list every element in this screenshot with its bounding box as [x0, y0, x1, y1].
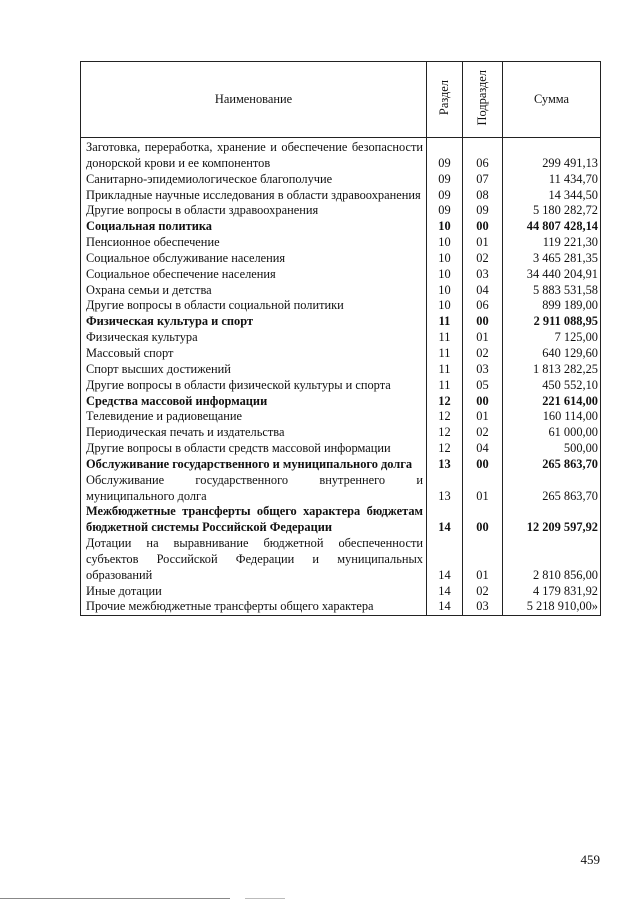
row-subsection: 06: [463, 138, 503, 172]
row-subsection: 00: [463, 457, 503, 473]
row-name: Телевидение и радиовещание: [81, 409, 427, 425]
table-row: [81, 362, 601, 378]
table-row: [81, 188, 601, 204]
row-name: Прикладные научные исследования в области здравоохранения: [81, 188, 427, 204]
table-header-row: [81, 62, 601, 138]
header-subsection: [463, 62, 503, 138]
row-sum: 265 863,70: [503, 473, 601, 505]
row-name: Охрана семьи и детства: [81, 283, 427, 299]
row-name: Санитарно-эпидемиологическое благополучие: [81, 172, 427, 188]
row-subsection: 01: [463, 330, 503, 346]
row-section: 14: [427, 584, 463, 600]
row-sum: 119 221,30: [503, 235, 601, 251]
row-sum: 160 114,00: [503, 409, 601, 425]
row-section: 09: [427, 203, 463, 219]
row-subsection: 00: [463, 314, 503, 330]
row-sum: 2 810 856,00: [503, 536, 601, 584]
row-subsection: 00: [463, 219, 503, 235]
row-subsection: 02: [463, 584, 503, 600]
row-name: Периодическая печать и издательства: [81, 425, 427, 441]
row-name: Социальная политика: [81, 219, 427, 235]
table-row: [81, 203, 601, 219]
row-name: Спорт высших достижений: [81, 362, 427, 378]
table-row: [81, 584, 601, 600]
row-subsection: 02: [463, 425, 503, 441]
header-sum: Сумма: [503, 62, 601, 138]
table-row: [81, 425, 601, 441]
row-subsection: 03: [463, 362, 503, 378]
row-name: Другие вопросы в области социальной политики: [81, 298, 427, 314]
row-section: 10: [427, 267, 463, 283]
row-section: 11: [427, 330, 463, 346]
row-sum: 4 179 831,92: [503, 584, 601, 600]
row-section: 10: [427, 251, 463, 267]
row-section: 11: [427, 346, 463, 362]
row-sum: 640 129,60: [503, 346, 601, 362]
row-name: Другие вопросы в области здравоохранения: [81, 203, 427, 219]
header-name: Наименование: [81, 62, 427, 138]
row-subsection: 01: [463, 473, 503, 505]
row-sum: 5 883 531,58: [503, 283, 601, 299]
table-row: [81, 409, 601, 425]
row-section: 14: [427, 599, 463, 615]
row-name: Социальное обеспечение населения: [81, 267, 427, 283]
row-section: 13: [427, 473, 463, 505]
table-row: [81, 457, 601, 473]
row-sum: 265 863,70: [503, 457, 601, 473]
row-section: 09: [427, 172, 463, 188]
row-name: Физическая культура и спорт: [81, 314, 427, 330]
table-row: [81, 251, 601, 267]
table-row: [81, 219, 601, 235]
row-subsection: 04: [463, 441, 503, 457]
header-subsection-label: Подраздел: [475, 69, 489, 126]
row-subsection: 08: [463, 188, 503, 204]
row-sum: 5 180 282,72: [503, 203, 601, 219]
table-row: [81, 314, 601, 330]
row-subsection: 04: [463, 283, 503, 299]
bottom-scan-line-short: [245, 898, 285, 899]
table-body: [81, 138, 601, 616]
row-name: Физическая культура: [81, 330, 427, 346]
row-sum: 12 209 597,92: [503, 504, 601, 536]
budget-table: [80, 61, 601, 616]
row-subsection: 07: [463, 172, 503, 188]
row-subsection: 02: [463, 346, 503, 362]
row-name: Обслуживание государственного внутреннего и муниципального долга: [81, 473, 427, 505]
row-name: Заготовка, переработка, хранение и обеспечение безопасности донорской крови и ее компонентов: [81, 138, 427, 172]
row-name: Пенсионное обеспечение: [81, 235, 427, 251]
row-sum: 7 125,00: [503, 330, 601, 346]
row-name: Прочие межбюджетные трансферты общего характера: [81, 599, 427, 615]
row-sum: 450 552,10: [503, 378, 601, 394]
row-subsection: 03: [463, 599, 503, 615]
row-subsection: 09: [463, 203, 503, 219]
table-row: [81, 235, 601, 251]
row-section: 10: [427, 298, 463, 314]
page-number: 459: [580, 852, 600, 867]
row-subsection: 05: [463, 378, 503, 394]
row-section: 13: [427, 457, 463, 473]
row-name: Обслуживание государственного и муниципального долга: [81, 457, 427, 473]
row-name: Массовый спорт: [81, 346, 427, 362]
row-name: Дотации на выравнивание бюджетной обеспеченности субъектов Российской Федерации и муниципальных образований: [81, 536, 427, 584]
row-sum: 61 000,00: [503, 425, 601, 441]
table-row: [81, 346, 601, 362]
row-sum: 500,00: [503, 441, 601, 457]
row-section: 14: [427, 536, 463, 584]
row-subsection: 00: [463, 394, 503, 410]
row-sum: 3 465 281,35: [503, 251, 601, 267]
row-name: Другие вопросы в области физической культуры и спорта: [81, 378, 427, 394]
row-section: 11: [427, 362, 463, 378]
table-row: [81, 473, 601, 505]
row-section: 09: [427, 188, 463, 204]
table-row: [81, 298, 601, 314]
row-section: 12: [427, 394, 463, 410]
table-row: [81, 172, 601, 188]
row-sum: 299 491,13: [503, 138, 601, 172]
row-sum: 34 440 204,91: [503, 267, 601, 283]
row-section: 10: [427, 283, 463, 299]
table-row: [81, 138, 601, 172]
table-row: [81, 394, 601, 410]
row-name: Социальное обслуживание населения: [81, 251, 427, 267]
row-section: 12: [427, 441, 463, 457]
row-sum: 14 344,50: [503, 188, 601, 204]
row-sum: 11 434,70: [503, 172, 601, 188]
row-subsection: 00: [463, 504, 503, 536]
row-section: 09: [427, 138, 463, 172]
table-row: [81, 267, 601, 283]
table-row: [81, 599, 601, 615]
row-section: 11: [427, 314, 463, 330]
row-sum: 899 189,00: [503, 298, 601, 314]
row-subsection: 02: [463, 251, 503, 267]
row-sum: 2 911 088,95: [503, 314, 601, 330]
row-subsection: 06: [463, 298, 503, 314]
row-section: 10: [427, 219, 463, 235]
row-subsection: 03: [463, 267, 503, 283]
row-sum: 221 614,00: [503, 394, 601, 410]
row-subsection: 01: [463, 409, 503, 425]
bottom-scan-line: [0, 898, 230, 899]
row-section: 10: [427, 235, 463, 251]
table-row: [81, 441, 601, 457]
row-name: Другие вопросы в области средств массовой информации: [81, 441, 427, 457]
row-section: 12: [427, 425, 463, 441]
table-row: [81, 283, 601, 299]
row-name: Средства массовой информации: [81, 394, 427, 410]
row-name: Межбюджетные трансферты общего характера бюджетам бюджетной системы Российской Федерации: [81, 504, 427, 536]
row-sum: 1 813 282,25: [503, 362, 601, 378]
header-section-label: Раздел: [437, 79, 451, 116]
row-section: 11: [427, 378, 463, 394]
row-sum: 5 218 910,00»: [503, 599, 601, 615]
table-row: [81, 536, 601, 584]
row-section: 14: [427, 504, 463, 536]
row-section: 12: [427, 409, 463, 425]
row-subsection: 01: [463, 536, 503, 584]
table-row: [81, 378, 601, 394]
row-subsection: 01: [463, 235, 503, 251]
table-row: [81, 330, 601, 346]
table-row: [81, 504, 601, 536]
row-name: Иные дотации: [81, 584, 427, 600]
header-section: [427, 62, 463, 138]
row-sum: 44 807 428,14: [503, 219, 601, 235]
